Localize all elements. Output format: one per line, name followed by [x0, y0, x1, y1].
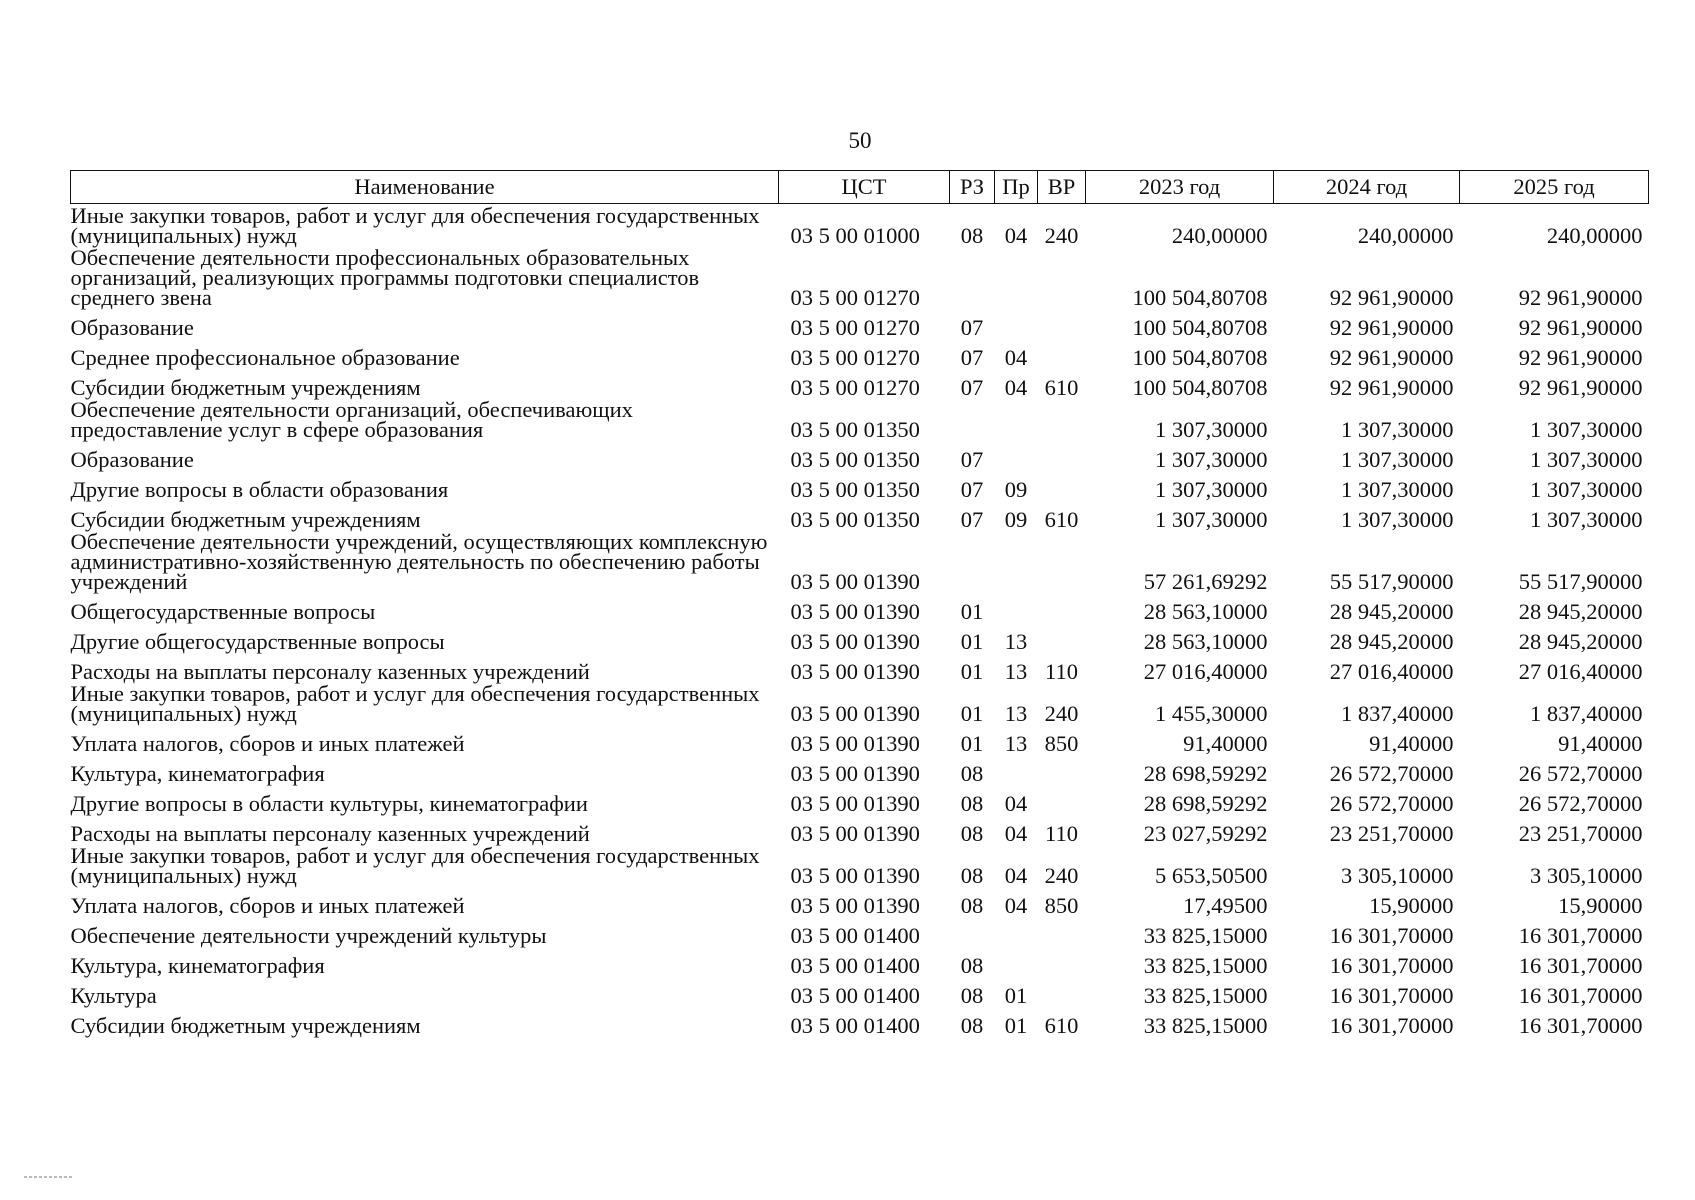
cell-pr: 01	[1004, 983, 1028, 1008]
cell-2024: 1 307,30000	[1341, 507, 1454, 532]
cell-2023: 23 027,59292	[1143, 821, 1268, 846]
cell-name: Обеспечение деятельности учреждений, осуществляющих комплексную административно-хозяйственную деятельность по обеспечению работы учреждений	[70, 529, 768, 594]
cell-2024: 1 307,30000	[1341, 477, 1454, 502]
cell-2023: 33 825,15000	[1143, 983, 1268, 1008]
cell-2023: 100 504,80708	[1132, 345, 1268, 370]
cell-cst: 03 5 00 01350	[790, 447, 920, 472]
table-row	[71, 204, 1649, 247]
table-row	[71, 652, 1649, 682]
cell-2024: 1 307,30000	[1341, 417, 1454, 442]
cell-cst: 03 5 00 01350	[790, 417, 920, 442]
table-row	[71, 622, 1649, 652]
cell-rz: 07	[960, 315, 984, 340]
table-row	[71, 844, 1649, 886]
cell-2025: 23 251,70000	[1518, 821, 1643, 846]
cell-cst: 03 5 00 01390	[790, 821, 920, 846]
cell-vr: 240	[1044, 863, 1079, 888]
cell-2025: 15,90000	[1558, 893, 1643, 918]
cell-rz: 08	[960, 791, 984, 816]
cell-cst: 03 5 00 01400	[790, 983, 920, 1008]
cell-2023: 57 261,69292	[1143, 569, 1268, 594]
cell-pr: 13	[1004, 659, 1028, 684]
cell-rz	[950, 530, 995, 592]
cell-cst: 03 5 00 01000	[790, 223, 920, 248]
cell-2024: 28 945,20000	[1329, 599, 1454, 624]
cell-2025: 26 572,70000	[1518, 761, 1643, 786]
table-row	[71, 886, 1649, 916]
cell-2023: 28 563,10000	[1143, 629, 1268, 654]
cell-pr: 04	[1004, 821, 1028, 846]
cell-pr: 04	[1004, 375, 1028, 400]
header-rz: РЗ	[950, 171, 995, 204]
table-row	[71, 530, 1649, 592]
cell-vr	[1038, 784, 1086, 814]
table-row	[71, 368, 1649, 398]
cell-rz: 01	[960, 659, 984, 684]
cell-2024: 92 961,90000	[1329, 315, 1454, 340]
cell-2025: 28 945,20000	[1518, 599, 1643, 624]
cell-vr: 610	[1044, 507, 1079, 532]
cell-vr	[1038, 530, 1086, 592]
cell-vr	[1038, 470, 1086, 500]
header-vr: ВР	[1038, 171, 1086, 204]
cell-name: Уплата налогов, сборов и иных платежей	[70, 731, 465, 756]
table-row	[71, 398, 1649, 440]
cell-cst: 03 5 00 01390	[790, 863, 920, 888]
table-row	[71, 440, 1649, 470]
cell-vr	[1038, 592, 1086, 622]
cell-rz	[950, 398, 995, 440]
cell-2023: 240,00000	[1171, 223, 1268, 248]
page-number: 50	[848, 128, 872, 153]
cell-2025: 26 572,70000	[1518, 791, 1643, 816]
cell-2025: 1 307,30000	[1530, 477, 1643, 502]
cell-pr: 04	[1004, 223, 1028, 248]
table-row	[71, 916, 1649, 946]
cell-name: Другие вопросы в области культуры, кинематографии	[70, 791, 588, 816]
cell-name: Среднее профессиональное образование	[70, 345, 460, 370]
cell-cst: 03 5 00 01390	[790, 761, 920, 786]
footer-scan-mark	[24, 1176, 74, 1178]
table-row	[71, 470, 1649, 500]
cell-2024: 23 251,70000	[1329, 821, 1454, 846]
cell-rz: 08	[960, 863, 984, 888]
cell-vr	[1038, 246, 1086, 308]
cell-name: Иные закупки товаров, работ и услуг для обеспечения государственных (муниципальных) нужд	[70, 203, 760, 248]
cell-vr: 240	[1044, 223, 1079, 248]
cell-2023: 100 504,80708	[1132, 375, 1268, 400]
cell-cst: 03 5 00 01400	[790, 953, 920, 978]
cell-name: Другие вопросы в области образования	[70, 477, 449, 502]
cell-pr	[995, 440, 1038, 470]
cell-pr: 04	[1004, 863, 1028, 888]
cell-2024: 16 301,70000	[1329, 983, 1454, 1008]
cell-rz: 08	[960, 223, 984, 248]
cell-2025: 16 301,70000	[1518, 1013, 1643, 1038]
cell-name: Общегосударственные вопросы	[70, 599, 376, 624]
cell-2025: 92 961,90000	[1518, 315, 1643, 340]
cell-cst: 03 5 00 01350	[790, 507, 920, 532]
cell-vr: 110	[1045, 821, 1078, 846]
cell-rz: 08	[960, 893, 984, 918]
cell-name: Субсидии бюджетным учреждениям	[70, 1013, 421, 1038]
cell-2025: 28 945,20000	[1518, 629, 1643, 654]
cell-cst: 03 5 00 01390	[790, 569, 920, 594]
cell-2024: 92 961,90000	[1329, 345, 1454, 370]
cell-2023: 33 825,15000	[1143, 923, 1268, 948]
cell-2023: 28 698,59292	[1143, 761, 1268, 786]
cell-2024: 240,00000	[1357, 223, 1454, 248]
cell-2025: 1 837,40000	[1530, 701, 1643, 726]
cell-2024: 92 961,90000	[1329, 375, 1454, 400]
header-name: Наименование	[71, 171, 779, 204]
cell-name: Иные закупки товаров, работ и услуг для обеспечения государственных (муниципальных) нужд	[70, 843, 760, 888]
cell-cst: 03 5 00 01390	[790, 659, 920, 684]
cell-name: Расходы на выплаты персоналу казенных учреждений	[70, 659, 590, 684]
cell-2024: 26 572,70000	[1329, 791, 1454, 816]
cell-2024: 16 301,70000	[1329, 1013, 1454, 1038]
cell-2025: 1 307,30000	[1530, 417, 1643, 442]
cell-2025: 91,40000	[1558, 731, 1643, 756]
cell-vr: 610	[1044, 375, 1079, 400]
cell-pr	[995, 308, 1038, 338]
table-row	[71, 682, 1649, 724]
cell-2024: 27 016,40000	[1329, 659, 1454, 684]
cell-rz: 08	[960, 1013, 984, 1038]
cell-vr	[1038, 916, 1086, 946]
cell-vr: 240	[1044, 701, 1079, 726]
cell-pr	[995, 916, 1038, 946]
cell-2023: 33 825,15000	[1143, 953, 1268, 978]
cell-2024: 16 301,70000	[1329, 953, 1454, 978]
cell-vr: 850	[1044, 731, 1079, 756]
cell-pr	[995, 398, 1038, 440]
cell-vr	[1038, 440, 1086, 470]
cell-name: Обеспечение деятельности организаций, обеспечивающих предоставление услуг в сфере образования	[70, 397, 633, 442]
cell-2025: 240,00000	[1546, 223, 1643, 248]
cell-rz: 01	[960, 629, 984, 654]
cell-2024: 55 517,90000	[1329, 569, 1454, 594]
cell-2024: 3 305,10000	[1341, 863, 1454, 888]
cell-rz: 07	[960, 447, 984, 472]
cell-pr: 13	[1004, 731, 1028, 756]
cell-rz: 08	[960, 761, 984, 786]
cell-pr: 04	[1004, 345, 1028, 370]
table-row	[71, 946, 1649, 976]
header-2025: 2025 год	[1460, 171, 1649, 204]
header-2023: 2023 год	[1086, 171, 1274, 204]
cell-2024: 16 301,70000	[1329, 923, 1454, 948]
cell-cst: 03 5 00 01390	[790, 893, 920, 918]
cell-2025: 16 301,70000	[1518, 953, 1643, 978]
table-row	[71, 724, 1649, 754]
cell-2023: 28 563,10000	[1143, 599, 1268, 624]
table-header-row	[71, 171, 1649, 204]
cell-rz: 07	[960, 507, 984, 532]
cell-2023: 1 307,30000	[1155, 417, 1268, 442]
cell-2024: 26 572,70000	[1329, 761, 1454, 786]
cell-2023: 1 307,30000	[1155, 477, 1268, 502]
cell-2023: 1 455,30000	[1155, 701, 1268, 726]
cell-2025: 27 016,40000	[1518, 659, 1643, 684]
cell-2023: 5 653,50500	[1155, 863, 1268, 888]
cell-2025: 3 305,10000	[1530, 863, 1643, 888]
table-row	[71, 246, 1649, 308]
cell-2025: 16 301,70000	[1518, 923, 1643, 948]
cell-2024: 15,90000	[1369, 893, 1454, 918]
cell-2025: 55 517,90000	[1518, 569, 1643, 594]
cell-2024: 28 945,20000	[1329, 629, 1454, 654]
cell-2023: 1 307,30000	[1155, 447, 1268, 472]
cell-pr: 01	[1004, 1013, 1028, 1038]
cell-pr	[995, 246, 1038, 308]
table-row	[71, 784, 1649, 814]
cell-name: Образование	[70, 447, 194, 472]
cell-cst: 03 5 00 01390	[790, 731, 920, 756]
table-row	[71, 308, 1649, 338]
cell-vr	[1038, 946, 1086, 976]
cell-2023: 100 504,80708	[1132, 315, 1268, 340]
cell-rz: 08	[960, 821, 984, 846]
cell-2025: 92 961,90000	[1518, 375, 1643, 400]
cell-pr: 09	[1004, 507, 1028, 532]
cell-2023: 28 698,59292	[1143, 791, 1268, 816]
cell-2025: 92 961,90000	[1518, 285, 1643, 310]
cell-vr: 610	[1044, 1013, 1079, 1038]
cell-name: Субсидии бюджетным учреждениям	[70, 375, 421, 400]
cell-pr: 13	[1004, 629, 1028, 654]
cell-2024: 91,40000	[1369, 731, 1454, 756]
cell-vr: 110	[1045, 659, 1078, 684]
cell-name: Обеспечение деятельности учреждений культуры	[70, 923, 547, 948]
cell-vr	[1038, 398, 1086, 440]
cell-cst: 03 5 00 01400	[790, 923, 920, 948]
cell-rz: 07	[960, 375, 984, 400]
cell-pr: 09	[1004, 477, 1028, 502]
cell-2024: 1 837,40000	[1341, 701, 1454, 726]
cell-rz: 01	[960, 731, 984, 756]
cell-rz: 01	[960, 599, 984, 624]
cell-2023: 27 016,40000	[1143, 659, 1268, 684]
table-row	[71, 338, 1649, 368]
cell-cst: 03 5 00 01270	[790, 315, 920, 340]
cell-cst: 03 5 00 01390	[790, 599, 920, 624]
cell-rz: 01	[960, 701, 984, 726]
cell-pr: 04	[1004, 791, 1028, 816]
cell-name: Обеспечение деятельности профессиональных образовательных организаций, реализующих программы подготовки специалистов среднего звена	[70, 245, 700, 310]
cell-2025: 1 307,30000	[1530, 447, 1643, 472]
cell-2024: 92 961,90000	[1329, 285, 1454, 310]
cell-2023: 100 504,80708	[1132, 285, 1268, 310]
cell-cst: 03 5 00 01270	[790, 375, 920, 400]
cell-name: Расходы на выплаты персоналу казенных учреждений	[70, 821, 590, 846]
cell-pr	[995, 946, 1038, 976]
table-row	[71, 500, 1649, 530]
cell-name: Образование	[70, 315, 194, 340]
table-row	[71, 814, 1649, 844]
cell-cst: 03 5 00 01390	[790, 629, 920, 654]
cell-2025: 16 301,70000	[1518, 983, 1643, 1008]
cell-2023: 33 825,15000	[1143, 1013, 1268, 1038]
cell-2025: 92 961,90000	[1518, 345, 1643, 370]
cell-cst: 03 5 00 01390	[790, 701, 920, 726]
cell-rz	[950, 246, 995, 308]
cell-vr	[1038, 622, 1086, 652]
budget-table	[70, 170, 1649, 1036]
table-row	[71, 592, 1649, 622]
cell-rz: 07	[960, 477, 984, 502]
cell-vr	[1038, 976, 1086, 1006]
cell-rz: 07	[960, 345, 984, 370]
cell-name: Другие общегосударственные вопросы	[70, 629, 445, 654]
cell-name: Культура	[70, 983, 157, 1008]
cell-2023: 91,40000	[1183, 731, 1268, 756]
cell-rz: 08	[960, 953, 984, 978]
table-row	[71, 976, 1649, 1006]
cell-name: Уплата налогов, сборов и иных платежей	[70, 893, 465, 918]
cell-name: Культура, кинематография	[70, 761, 325, 786]
cell-cst: 03 5 00 01350	[790, 477, 920, 502]
header-cst: ЦСТ	[779, 171, 950, 204]
cell-cst: 03 5 00 01400	[790, 1013, 920, 1038]
cell-pr	[995, 530, 1038, 592]
cell-2025: 1 307,30000	[1530, 507, 1643, 532]
header-2024: 2024 год	[1274, 171, 1460, 204]
cell-pr	[995, 754, 1038, 784]
cell-vr: 850	[1044, 893, 1079, 918]
cell-vr	[1038, 308, 1086, 338]
cell-vr	[1038, 754, 1086, 784]
cell-pr: 13	[1004, 701, 1028, 726]
cell-pr: 04	[1004, 893, 1028, 918]
cell-vr	[1038, 338, 1086, 368]
cell-rz: 08	[960, 983, 984, 1008]
cell-cst: 03 5 00 01270	[790, 285, 920, 310]
header-pr: Пр	[995, 171, 1038, 204]
cell-rz	[950, 916, 995, 946]
cell-cst: 03 5 00 01270	[790, 345, 920, 370]
cell-2023: 17,49500	[1183, 893, 1268, 918]
table-body	[71, 204, 1649, 1037]
cell-name: Субсидии бюджетным учреждениям	[70, 507, 421, 532]
cell-name: Иные закупки товаров, работ и услуг для обеспечения государственных (муниципальных) нужд	[70, 681, 760, 726]
cell-name: Культура, кинематография	[70, 953, 325, 978]
cell-2023: 1 307,30000	[1155, 507, 1268, 532]
cell-cst: 03 5 00 01390	[790, 791, 920, 816]
cell-2024: 1 307,30000	[1341, 447, 1454, 472]
cell-pr	[995, 592, 1038, 622]
table-row	[71, 1006, 1649, 1036]
table-row	[71, 754, 1649, 784]
